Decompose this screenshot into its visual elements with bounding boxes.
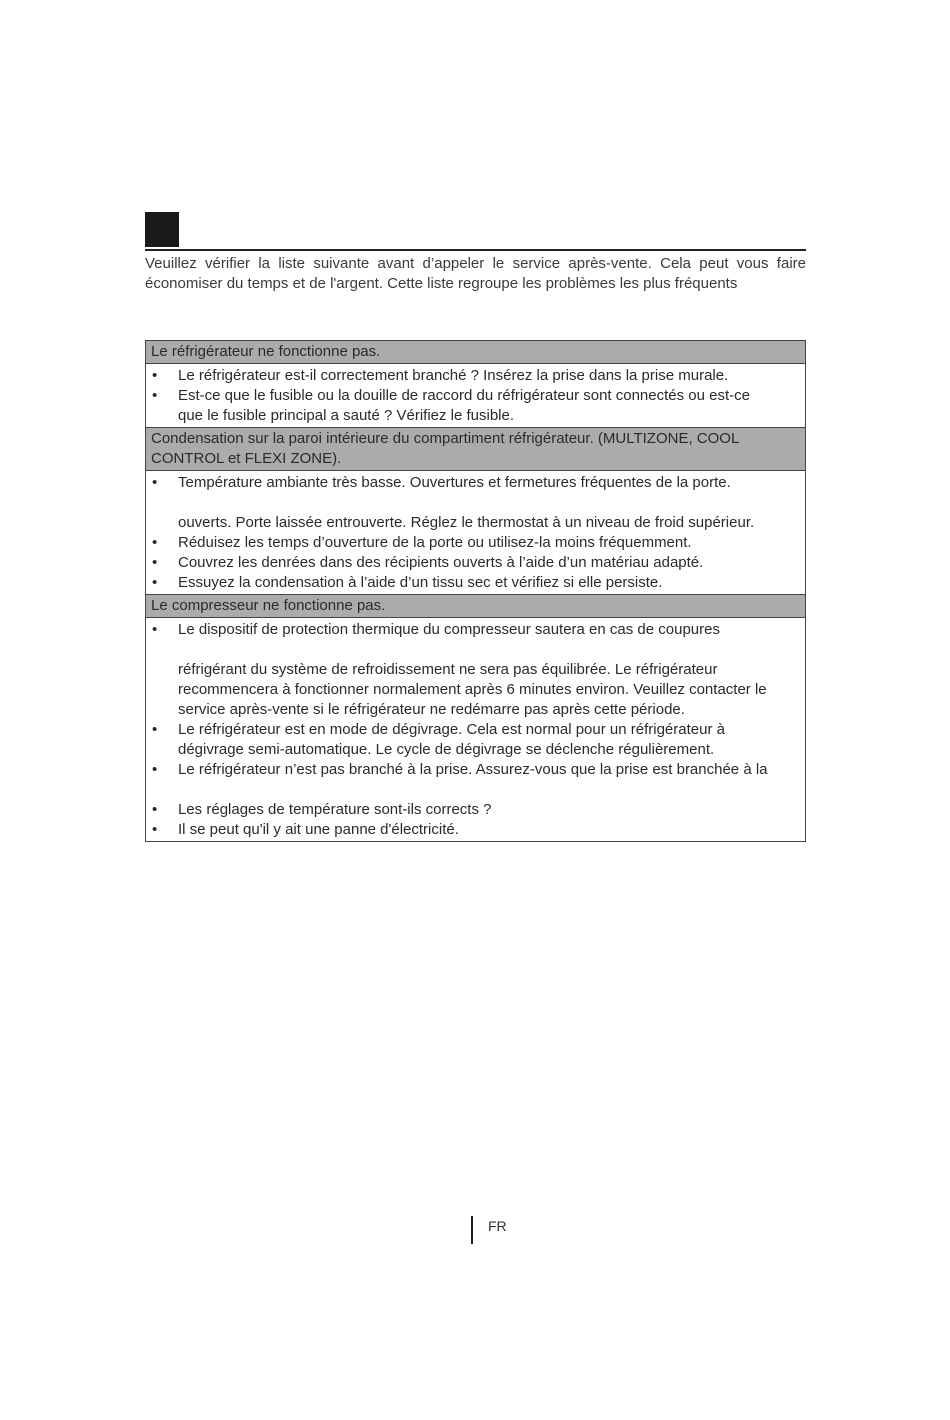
solution-text-line: dégivrage semi-automatique. Le cycle de dégivrage se déclenche régulièrement. [178, 741, 715, 758]
bullet-icon: • [152, 367, 158, 384]
footer-language-label: FR [488, 1218, 507, 1234]
bullet-icon: • [152, 721, 158, 738]
solution-text-line: Essuyez la condensation à l’aide d’un tissu sec et vérifiez si elle persiste. [178, 574, 663, 591]
solution-item [150, 533, 795, 553]
intro-paragraph [145, 254, 806, 294]
solution-text-line: Le dispositif de protection thermique du compresseur sautera en cas de coupures [178, 621, 720, 638]
solution-list [146, 471, 805, 595]
solution-text-line: Réduisez les temps d’ouverture de la porte ou utilisez-la moins fréquemment. [178, 534, 692, 551]
solution-text-line [178, 640, 795, 660]
solution-item [150, 760, 795, 800]
solution-list [146, 364, 805, 428]
troubleshooting-table [145, 340, 806, 842]
solution-item [150, 800, 795, 820]
solution-text-line: réfrigérant du système de refroidissement ne sera pas équilibrée. Le réfrigérateur [178, 661, 718, 678]
problem-heading-line: Condensation sur la paroi intérieure du compartiment réfrigérateur. (MULTIZONE, COOL [151, 430, 740, 447]
bullet-icon: • [152, 554, 158, 571]
solution-item [150, 720, 795, 760]
solution-text-line: recommencera à fonctionner normalement après 6 minutes environ. Veuillez contacter le [178, 681, 767, 698]
solution-text-line: Le réfrigérateur n’est pas branché à la prise. Assurez-vous que la prise est branchée à la [178, 761, 768, 778]
problem-heading [146, 595, 805, 618]
section-marker-square [145, 212, 179, 247]
problem-heading [146, 341, 805, 364]
solution-text-line [178, 780, 795, 800]
problem-heading-line: CONTROL et FLEXI ZONE). [151, 450, 342, 467]
bullet-icon: • [152, 821, 158, 838]
bullet-icon: • [152, 387, 158, 404]
solution-item [150, 620, 795, 720]
solution-text-line: Le réfrigérateur est en mode de dégivrage. Cela est normal pour un réfrigérateur à [178, 721, 725, 738]
solution-text-line: Le réfrigérateur est-il correctement branché ? Insérez la prise dans la prise murale. [178, 367, 729, 384]
solution-text-line: service après-vente si le réfrigérateur ne redémarre pas après cette période. [178, 701, 685, 718]
solution-text-line: Couvrez les denrées dans des récipients ouverts à l’aide d’un matériau adapté. [178, 554, 704, 571]
solution-text-line: Température ambiante très basse. Ouvertures et fermetures fréquentes de la porte. [178, 474, 731, 491]
solution-text-line: Il se peut qu'il y ait une panne d'électricité. [178, 821, 459, 838]
bullet-icon: • [152, 761, 158, 778]
bullet-icon: • [152, 474, 158, 491]
solution-item [150, 473, 795, 533]
section-header-rule [145, 212, 806, 251]
problem-heading [146, 428, 805, 471]
solution-item [150, 366, 795, 386]
bullet-icon: • [152, 574, 158, 591]
solution-text-line: que le fusible principal a sauté ? Vérifiez le fusible. [178, 407, 515, 424]
bullet-icon: • [152, 801, 158, 818]
solution-item [150, 553, 795, 573]
solution-item [150, 386, 795, 426]
bullet-icon: • [152, 621, 158, 638]
problem-heading-line: Le compresseur ne fonctionne pas. [151, 597, 386, 614]
bullet-icon: • [152, 534, 158, 551]
intro-line: Veuillez vérifier la liste suivante avant d’appeler le service après-vente. Cela peut vous faire [145, 255, 806, 272]
solution-text-line: Les réglages de température sont-ils corrects ? [178, 801, 492, 818]
solution-text-line: ouverts. Porte laissée entrouverte. Réglez le thermostat à un niveau de froid supérieur. [178, 514, 755, 531]
solution-text-line [178, 493, 795, 513]
solution-text-line: Est-ce que le fusible ou la douille de raccord du réfrigérateur sont connectés ou est-ce [178, 387, 750, 404]
problem-heading-line: Le réfrigérateur ne fonctionne pas. [151, 343, 381, 360]
solution-item [150, 573, 795, 593]
solution-list [146, 618, 805, 841]
footer-divider [471, 1216, 473, 1244]
intro-line: économiser du temps et de l'argent. Cette liste regroupe les problèmes les plus fréquents [145, 275, 738, 292]
solution-item [150, 820, 795, 840]
